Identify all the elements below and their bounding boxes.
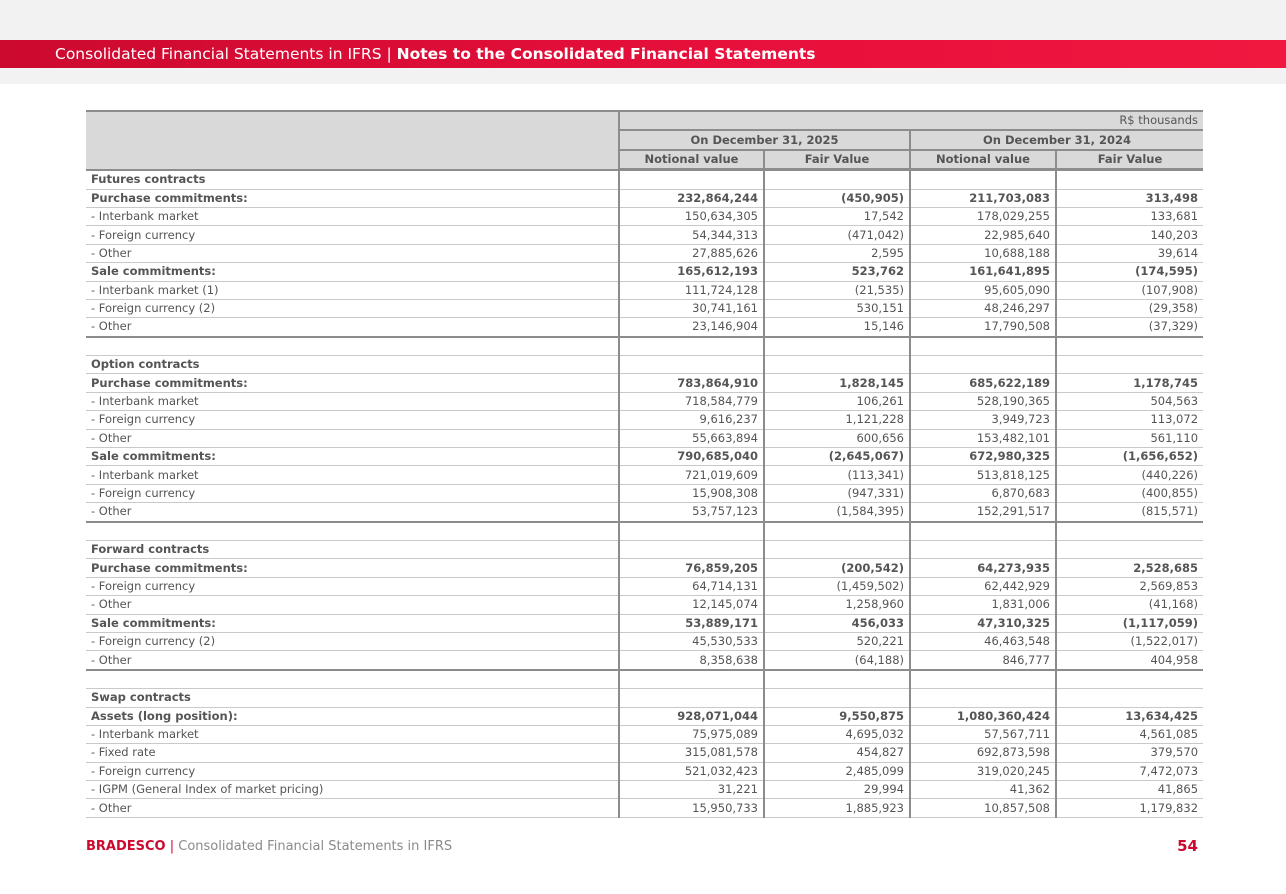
- row-label: - Other: [86, 503, 619, 522]
- section-row: [86, 689, 1203, 707]
- fair-value-2025-cell: 1,121,228: [764, 411, 910, 429]
- fair-value-2025-cell: [764, 670, 910, 689]
- notional-2024-cell: 513,818,125: [910, 466, 1056, 484]
- notional-2024-cell: 161,641,895: [910, 263, 1056, 281]
- fair-value-2025-cell: [764, 540, 910, 558]
- notional-2025-cell: 45,530,533: [619, 632, 764, 650]
- notional-2024-cell: 1,080,360,424: [910, 707, 1056, 725]
- notional-2024-cell: 48,246,297: [910, 299, 1056, 317]
- row-label: Sale commitments:: [86, 263, 619, 281]
- fair-value-2024-cell: (440,226): [1056, 466, 1203, 484]
- fair-value-2024-cell: 4,561,085: [1056, 725, 1203, 743]
- row-label: - Interbank market: [86, 725, 619, 743]
- row-label: Futures contracts: [86, 170, 619, 189]
- fair-value-2024-cell: [1056, 689, 1203, 707]
- row-label: - Foreign currency (2): [86, 632, 619, 650]
- row-label: Forward contracts: [86, 540, 619, 558]
- notional-2025-cell: 15,950,733: [619, 799, 764, 817]
- fair-value-2024-cell: 7,472,073: [1056, 762, 1203, 780]
- notional-2025-cell: 27,885,626: [619, 244, 764, 262]
- notional-2024-cell: 6,870,683: [910, 484, 1056, 502]
- notional-2025-cell: 53,757,123: [619, 503, 764, 522]
- table-row: [86, 392, 1203, 410]
- row-label: - Other: [86, 429, 619, 447]
- notional-2024-cell: 685,622,189: [910, 374, 1056, 392]
- period-2024-header: On December 31, 2024: [910, 130, 1203, 149]
- table-row: [86, 707, 1203, 725]
- row-label: Swap contracts: [86, 689, 619, 707]
- fair-value-2025-cell: [764, 689, 910, 707]
- row-label: - Fixed rate: [86, 744, 619, 762]
- fair-value-2024-cell: (174,595): [1056, 263, 1203, 281]
- footer-separator: |: [165, 839, 179, 854]
- notional-2025-cell: [619, 689, 764, 707]
- table-row: [86, 226, 1203, 244]
- row-label: - IGPM (General Index of market pricing): [86, 781, 619, 799]
- fair-value-2024-cell: (400,855): [1056, 484, 1203, 502]
- section-row: [86, 540, 1203, 558]
- derivatives-table: [86, 110, 1203, 818]
- notional-2025-cell: 55,663,894: [619, 429, 764, 447]
- notional-2025-cell: [619, 356, 764, 374]
- row-label: - Foreign currency (2): [86, 299, 619, 317]
- fair-value-2025-cell: 1,885,923: [764, 799, 910, 817]
- fair-value-2025-cell: (200,542): [764, 559, 910, 577]
- col-fair-2025: Fair Value: [764, 150, 910, 170]
- notional-2025-cell: 76,859,205: [619, 559, 764, 577]
- fair-value-2024-cell: 504,563: [1056, 392, 1203, 410]
- table-row: [86, 281, 1203, 299]
- fair-value-2025-cell: 2,485,099: [764, 762, 910, 780]
- header-blank-cell: [86, 111, 619, 170]
- col-notional-2025: Notional value: [619, 150, 764, 170]
- notional-2025-cell: 928,071,044: [619, 707, 764, 725]
- table-row: [86, 484, 1203, 502]
- notional-2025-cell: 111,724,128: [619, 281, 764, 299]
- table-row: [86, 762, 1203, 780]
- table-row: [86, 374, 1203, 392]
- header-bar: [0, 40, 1286, 68]
- fair-value-2024-cell: (41,168): [1056, 596, 1203, 614]
- notional-2025-cell: 15,908,308: [619, 484, 764, 502]
- table-row: [86, 189, 1203, 207]
- notional-2024-cell: 62,442,929: [910, 577, 1056, 595]
- fair-value-2025-cell: 454,827: [764, 744, 910, 762]
- row-label: [86, 337, 619, 356]
- notional-2025-cell: 165,612,193: [619, 263, 764, 281]
- fair-value-2025-cell: (64,188): [764, 651, 910, 670]
- fair-value-2024-cell: [1056, 170, 1203, 189]
- fair-value-2024-cell: (1,117,059): [1056, 614, 1203, 632]
- notional-2025-cell: [619, 522, 764, 541]
- notional-2024-cell: 17,790,508: [910, 318, 1056, 337]
- notional-2025-cell: 23,146,904: [619, 318, 764, 337]
- section-row: [86, 170, 1203, 189]
- notional-2024-cell: 528,190,365: [910, 392, 1056, 410]
- row-label: [86, 670, 619, 689]
- notional-2024-cell: 1,831,006: [910, 596, 1056, 614]
- fair-value-2024-cell: 1,178,745: [1056, 374, 1203, 392]
- fair-value-2024-cell: (37,329): [1056, 318, 1203, 337]
- table-row: [86, 744, 1203, 762]
- spacer-row: [86, 670, 1203, 689]
- table-row: [86, 448, 1203, 466]
- fair-value-2024-cell: 133,681: [1056, 207, 1203, 225]
- table-row: [86, 596, 1203, 614]
- notional-2025-cell: 521,032,423: [619, 762, 764, 780]
- fair-value-2024-cell: 39,614: [1056, 244, 1203, 262]
- table-row: [86, 466, 1203, 484]
- fair-value-2025-cell: [764, 356, 910, 374]
- fair-value-2024-cell: 41,865: [1056, 781, 1203, 799]
- notional-2024-cell: 57,567,711: [910, 725, 1056, 743]
- fair-value-2024-cell: 2,569,853: [1056, 577, 1203, 595]
- fair-value-2024-cell: [1056, 522, 1203, 541]
- col-fair-2024: Fair Value: [1056, 150, 1203, 170]
- fair-value-2024-cell: (1,656,652): [1056, 448, 1203, 466]
- row-label: - Interbank market: [86, 392, 619, 410]
- fair-value-2025-cell: 523,762: [764, 263, 910, 281]
- spacer-row: [86, 522, 1203, 541]
- footer-subtitle: Consolidated Financial Statements in IFRS: [178, 839, 453, 854]
- row-label: Purchase commitments:: [86, 374, 619, 392]
- fair-value-2025-cell: 106,261: [764, 392, 910, 410]
- notional-2024-cell: 153,482,101: [910, 429, 1056, 447]
- notional-2025-cell: 8,358,638: [619, 651, 764, 670]
- fair-value-2024-cell: 379,570: [1056, 744, 1203, 762]
- footer-brand: [86, 839, 452, 854]
- notional-2024-cell: [910, 356, 1056, 374]
- fair-value-2025-cell: 1,828,145: [764, 374, 910, 392]
- fair-value-2025-cell: [764, 337, 910, 356]
- table-row: [86, 263, 1203, 281]
- notional-2024-cell: 672,980,325: [910, 448, 1056, 466]
- fair-value-2024-cell: 2,528,685: [1056, 559, 1203, 577]
- table-row: [86, 318, 1203, 337]
- table-body: [86, 170, 1203, 818]
- fair-value-2024-cell: [1056, 540, 1203, 558]
- notional-2024-cell: 64,273,935: [910, 559, 1056, 577]
- notional-2025-cell: 718,584,779: [619, 392, 764, 410]
- row-label: - Interbank market (1): [86, 281, 619, 299]
- table-row: [86, 781, 1203, 799]
- fair-value-2025-cell: 456,033: [764, 614, 910, 632]
- table-row: [86, 799, 1203, 817]
- notional-2025-cell: 75,975,089: [619, 725, 764, 743]
- table-row: [86, 411, 1203, 429]
- fair-value-2025-cell: 29,994: [764, 781, 910, 799]
- row-label: - Interbank market: [86, 466, 619, 484]
- notional-2024-cell: [910, 170, 1056, 189]
- row-label: Sale commitments:: [86, 614, 619, 632]
- notional-2024-cell: 10,857,508: [910, 799, 1056, 817]
- fair-value-2024-cell: 13,634,425: [1056, 707, 1203, 725]
- notional-2025-cell: 53,889,171: [619, 614, 764, 632]
- row-label: - Foreign currency: [86, 226, 619, 244]
- fair-value-2024-cell: [1056, 356, 1203, 374]
- fair-value-2024-cell: (815,571): [1056, 503, 1203, 522]
- fair-value-2025-cell: (113,341): [764, 466, 910, 484]
- notional-2025-cell: [619, 670, 764, 689]
- row-label: - Other: [86, 318, 619, 337]
- page-number: 54: [1177, 837, 1198, 855]
- notional-2024-cell: 692,873,598: [910, 744, 1056, 762]
- fair-value-2024-cell: (107,908): [1056, 281, 1203, 299]
- notional-2024-cell: 211,703,083: [910, 189, 1056, 207]
- notional-2024-cell: 22,985,640: [910, 226, 1056, 244]
- fair-value-2025-cell: 2,595: [764, 244, 910, 262]
- notional-2025-cell: 790,685,040: [619, 448, 764, 466]
- notional-2025-cell: 64,714,131: [619, 577, 764, 595]
- fair-value-2025-cell: 9,550,875: [764, 707, 910, 725]
- notional-2024-cell: 178,029,255: [910, 207, 1056, 225]
- section-row: [86, 356, 1203, 374]
- fair-value-2025-cell: (1,584,395): [764, 503, 910, 522]
- fair-value-2024-cell: 561,110: [1056, 429, 1203, 447]
- fair-value-2025-cell: (2,645,067): [764, 448, 910, 466]
- row-label: - Other: [86, 596, 619, 614]
- notional-2025-cell: 31,221: [619, 781, 764, 799]
- fair-value-2024-cell: (1,522,017): [1056, 632, 1203, 650]
- fair-value-2025-cell: (947,331): [764, 484, 910, 502]
- table-row: [86, 429, 1203, 447]
- notional-2025-cell: 721,019,609: [619, 466, 764, 484]
- row-label: Sale commitments:: [86, 448, 619, 466]
- row-label: - Foreign currency: [86, 484, 619, 502]
- fair-value-2025-cell: 520,221: [764, 632, 910, 650]
- row-label: - Other: [86, 651, 619, 670]
- fair-value-2025-cell: 15,146: [764, 318, 910, 337]
- row-label: - Interbank market: [86, 207, 619, 225]
- row-label: Purchase commitments:: [86, 559, 619, 577]
- notional-2025-cell: 12,145,074: [619, 596, 764, 614]
- fair-value-2025-cell: 530,151: [764, 299, 910, 317]
- fair-value-2025-cell: (1,459,502): [764, 577, 910, 595]
- notional-2025-cell: 30,741,161: [619, 299, 764, 317]
- col-notional-2024: Notional value: [910, 150, 1056, 170]
- brand-name: BRADESCO: [86, 839, 166, 854]
- notional-2024-cell: 41,362: [910, 781, 1056, 799]
- row-label: - Foreign currency: [86, 762, 619, 780]
- notional-2024-cell: [910, 522, 1056, 541]
- header-prefix: Consolidated Financial Statements in IFRS |: [55, 45, 397, 63]
- notional-2024-cell: 10,688,188: [910, 244, 1056, 262]
- notional-2025-cell: [619, 170, 764, 189]
- notional-2024-cell: 46,463,548: [910, 632, 1056, 650]
- spacer-row: [86, 337, 1203, 356]
- row-label: - Foreign currency: [86, 577, 619, 595]
- row-label: - Other: [86, 799, 619, 817]
- fair-value-2025-cell: (21,535): [764, 281, 910, 299]
- fair-value-2025-cell: [764, 522, 910, 541]
- fair-value-2025-cell: 600,656: [764, 429, 910, 447]
- table-row: [86, 577, 1203, 595]
- notional-2025-cell: [619, 337, 764, 356]
- unit-label: R$ thousands: [619, 111, 1203, 130]
- table-row: [86, 503, 1203, 522]
- table-row: [86, 207, 1203, 225]
- notional-2025-cell: 315,081,578: [619, 744, 764, 762]
- table-row: [86, 244, 1203, 262]
- row-label: Option contracts: [86, 356, 619, 374]
- notional-2025-cell: 150,634,305: [619, 207, 764, 225]
- fair-value-2024-cell: (29,358): [1056, 299, 1203, 317]
- table-row: [86, 299, 1203, 317]
- notional-2025-cell: [619, 540, 764, 558]
- notional-2024-cell: [910, 689, 1056, 707]
- fair-value-2024-cell: [1056, 670, 1203, 689]
- notional-2025-cell: 9,616,237: [619, 411, 764, 429]
- table-row: [86, 632, 1203, 650]
- notional-2024-cell: 47,310,325: [910, 614, 1056, 632]
- notional-2024-cell: 152,291,517: [910, 503, 1056, 522]
- fair-value-2025-cell: [764, 170, 910, 189]
- notional-2024-cell: [910, 337, 1056, 356]
- notional-2024-cell: 95,605,090: [910, 281, 1056, 299]
- fair-value-2024-cell: 404,958: [1056, 651, 1203, 670]
- table-row: [86, 614, 1203, 632]
- fair-value-2024-cell: 313,498: [1056, 189, 1203, 207]
- notional-2024-cell: 319,020,245: [910, 762, 1056, 780]
- fair-value-2025-cell: 1,258,960: [764, 596, 910, 614]
- table-row: [86, 651, 1203, 670]
- notional-2024-cell: 3,949,723: [910, 411, 1056, 429]
- row-label: Purchase commitments:: [86, 189, 619, 207]
- notional-2025-cell: 783,864,910: [619, 374, 764, 392]
- fair-value-2024-cell: 113,072: [1056, 411, 1203, 429]
- fair-value-2025-cell: (450,905): [764, 189, 910, 207]
- fair-value-2025-cell: 17,542: [764, 207, 910, 225]
- fair-value-2024-cell: 140,203: [1056, 226, 1203, 244]
- notional-2024-cell: 846,777: [910, 651, 1056, 670]
- fair-value-2025-cell: 4,695,032: [764, 725, 910, 743]
- fair-value-2024-cell: [1056, 337, 1203, 356]
- period-2025-header: On December 31, 2025: [619, 130, 910, 149]
- notional-2024-cell: [910, 670, 1056, 689]
- notional-2024-cell: [910, 540, 1056, 558]
- fair-value-2024-cell: 1,179,832: [1056, 799, 1203, 817]
- row-label: [86, 522, 619, 541]
- fair-value-2025-cell: (471,042): [764, 226, 910, 244]
- row-label: - Foreign currency: [86, 411, 619, 429]
- row-label: - Other: [86, 244, 619, 262]
- header-title: Notes to the Consolidated Financial Statements: [396, 45, 816, 63]
- table-row: [86, 725, 1203, 743]
- notional-2025-cell: 54,344,313: [619, 226, 764, 244]
- table-row: [86, 559, 1203, 577]
- notional-2025-cell: 232,864,244: [619, 189, 764, 207]
- row-label: Assets (long position):: [86, 707, 619, 725]
